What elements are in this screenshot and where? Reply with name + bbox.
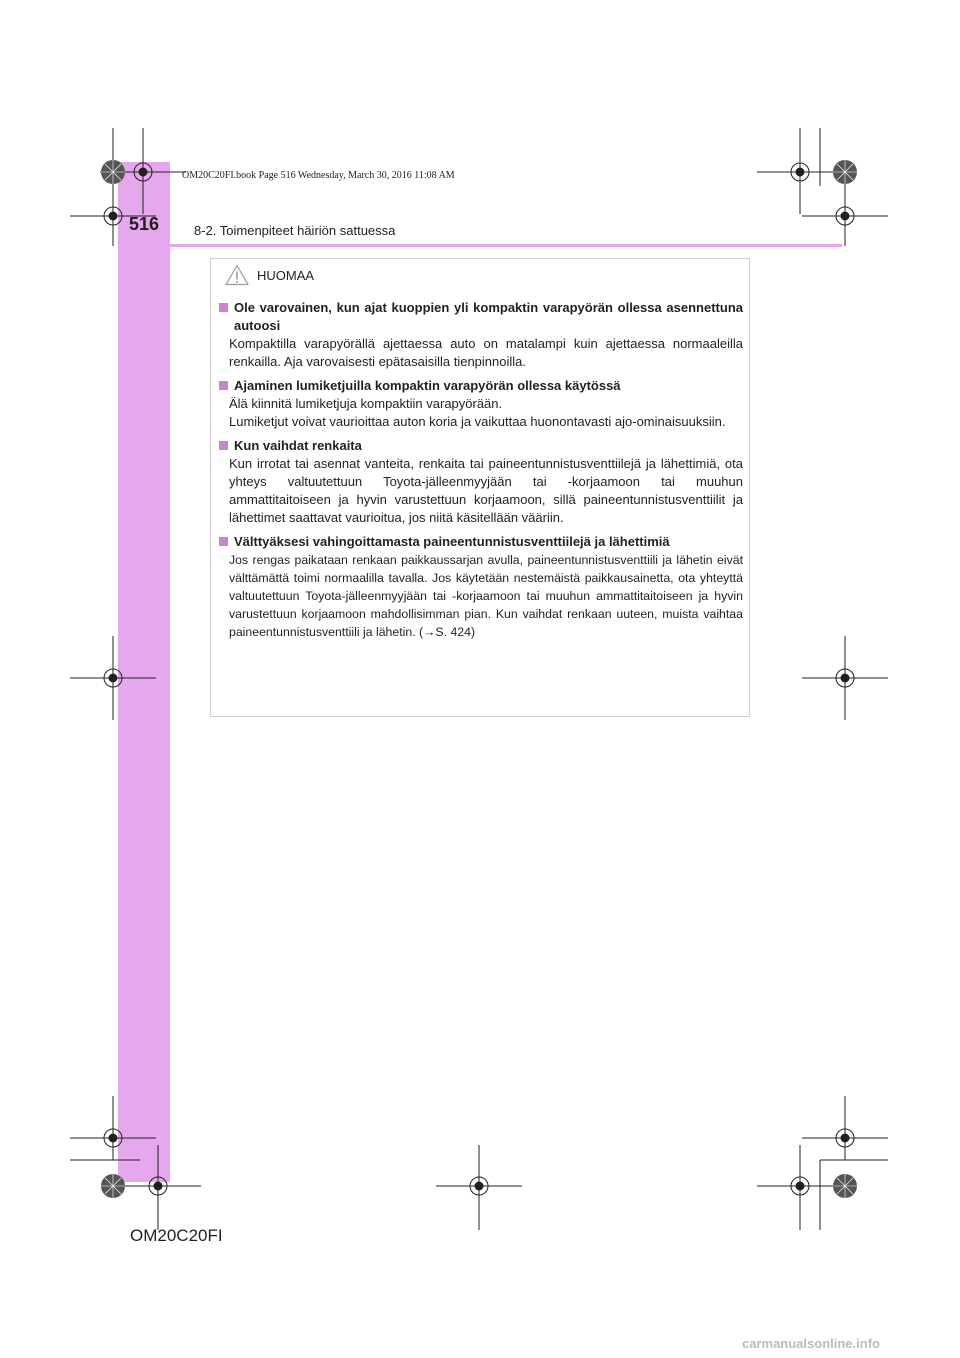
section-title: 8-2. Toimenpiteet häiriön sattuessa [194,223,396,238]
item-paragraph: Älä kiinnitä lumiketjuja kompaktiin varapyörään. [229,396,503,411]
item-heading-text: Ole varovainen, kun ajat kuoppien yli kompaktin varapyörän ollessa asennettuna autoosi [234,300,743,333]
footer-code: OM20C20FI [130,1226,223,1245]
item-heading-text: Välttyäksesi vahingoittamasta paineentunnistusventtiilejä ja lähettimiä [234,534,670,549]
item-heading-text: Ajaminen lumiketjuilla kompaktin varapyörän ollessa käytössä [234,378,621,393]
item-paragraph: Kun irrotat tai asennat vanteita, renkaita tai paineentunnistusventtiilejä ja lähettimiä, ota yhteys valtuutettuun Toyota-jälleenmyyjään tai -korjaamoon tai muuhun ammattitaitoiseen ja hyvin varustettuun korjaamoon, sillä paineentunnistusventtiilit ja lähettimet saattavat vaurioitua, jos niitä käsitellään vääriin. [229,456,743,525]
print-header: OM20C20FI.book Page 516 Wednesday, March 30, 2016 11:08 AM [182,170,455,181]
item-heading-text: Kun vaihdat renkaita [234,438,362,453]
item-paragraph: Lumiketjut voivat vaurioittaa auton koria ja vaikuttaa huonontavasti ajo-ominaisuuksiin. [229,414,726,429]
watermark-text: carmanualsonline.info [742,1336,880,1351]
item-paragraph: Jos rengas paikataan renkaan paikkaussarjan avulla, paineentunnistusventtiili ja lähetin eivät välttämättä toimi normaalilla tavalla. Jos käytetään nestemäistä paikkausainetta, ota yhteyttä valtuutettuun Toyota-jälleenmyyjään tai -korjaamoon tai muuhun ammattitaitoiseen ja hyvin varustettuun korjaamoon mahdollisimman pian. Kun vaihdat renkaan uuteen, muista vaihtaa paineentunnistusventtiili ja lähetin. (→S. 424) [229,553,743,639]
item-paragraph: Kompaktilla varapyörällä ajettaessa auto on matalampi kuin ajettaessa normaaleilla renkailla. Aja varovaisesti epätasaisilla tienpinnoilla. [229,336,743,369]
caution-title: HUOMAA [257,267,315,283]
page-number: 516 [129,214,160,234]
